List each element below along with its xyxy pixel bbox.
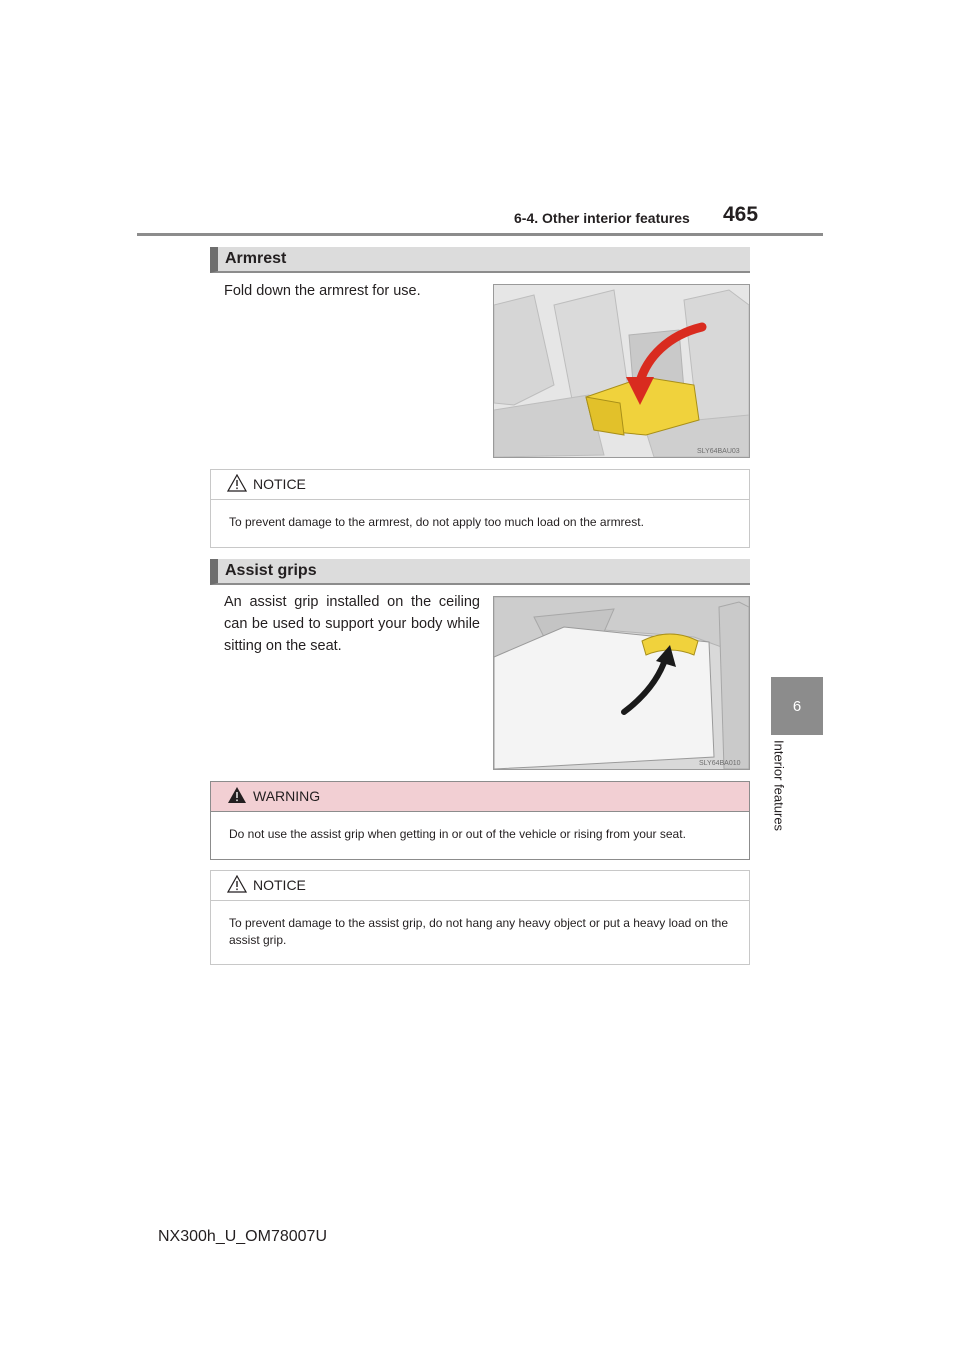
warning-label: WARNING	[253, 788, 321, 804]
manual-code: NX300h_U_OM78007U	[158, 1228, 327, 1245]
notice-text: To prevent damage to the assist grip, do not hang any heavy object or put a heavy load on the assist grip.	[229, 916, 728, 947]
notice-header	[211, 871, 749, 901]
warning-triangle-icon	[227, 786, 247, 804]
notice-text: To prevent damage to the armrest, do not apply too much load on the armrest.	[229, 515, 644, 529]
warning-box	[210, 781, 750, 860]
chapter-number: 6	[792, 697, 802, 715]
header-rule	[137, 233, 823, 236]
section-heading-armrest	[210, 247, 750, 273]
page-number: 465	[723, 203, 759, 226]
figure-code: SLY64BA010	[699, 760, 741, 767]
chapter-title: Interior features	[771, 740, 787, 832]
notice-box-armrest	[210, 469, 750, 548]
section-title: Armrest	[225, 250, 287, 267]
section-title: Assist grips	[225, 562, 317, 579]
notice-label: NOTICE	[253, 877, 306, 893]
notice-label: NOTICE	[253, 476, 306, 492]
chapter-tab	[771, 677, 823, 735]
assist-grip-drawing	[494, 597, 749, 769]
caution-triangle-icon	[227, 474, 247, 492]
notice-header	[211, 470, 749, 500]
warning-text: Do not use the assist grip when getting in or out of the vehicle or rising from your seat.	[229, 827, 686, 841]
armrest-body-text: Fold down the armrest for use.	[224, 283, 421, 299]
assist-grip-illustration	[493, 596, 750, 770]
assist-grips-body-text: An assist grip installed on the ceiling can be used to support your body while sitting on the seat.	[224, 594, 480, 654]
armrest-illustration	[493, 284, 750, 458]
running-header-section: 6-4. Other interior features	[514, 210, 690, 226]
chapter-side-label	[765, 740, 793, 850]
notice-box-assist-grip	[210, 870, 750, 965]
caution-triangle-icon	[227, 875, 247, 893]
warning-header	[211, 782, 749, 812]
figure-code: SLY64BAU03	[697, 448, 740, 455]
armrest-drawing	[494, 285, 749, 457]
section-heading-assist-grips	[210, 559, 750, 585]
